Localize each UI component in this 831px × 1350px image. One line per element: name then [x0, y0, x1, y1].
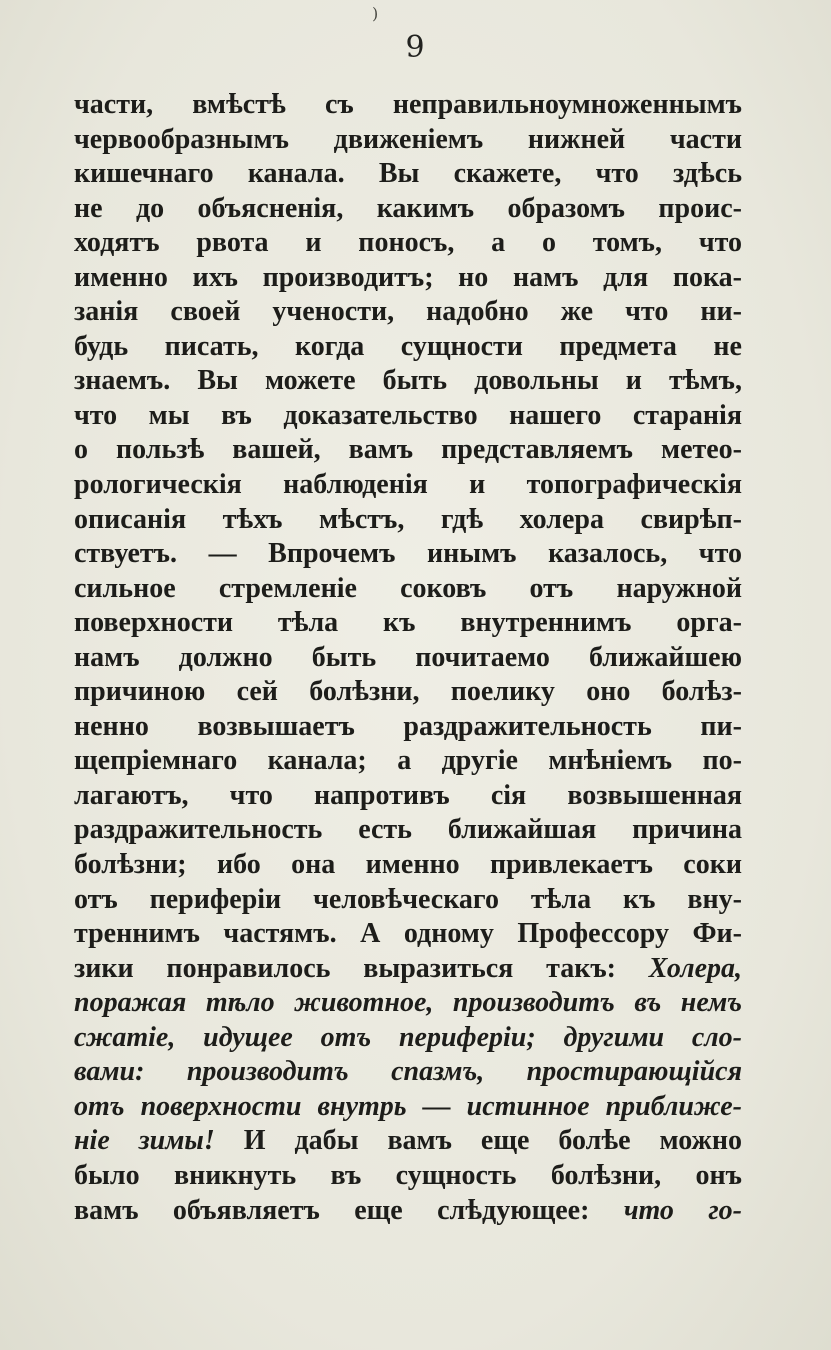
text-segment: щепріемнаго канала; а другіе мнѣніемъ по- — [74, 745, 742, 777]
text-line — [74, 295, 742, 330]
text-line — [74, 744, 742, 779]
page-number: 9 — [405, 30, 426, 65]
text-segment: И дабы вамъ еще болѣе можно — [214, 1125, 742, 1157]
text-line — [74, 226, 742, 261]
text-line — [74, 1055, 742, 1090]
italic-segment: ніе зимы! — [74, 1125, 215, 1157]
text-line — [74, 537, 742, 572]
text-line — [74, 1021, 742, 1056]
italic-segment: сжатіе, идущее отъ периферіи; другими сло- — [74, 1021, 742, 1053]
text-line — [74, 123, 742, 158]
text-line — [74, 710, 742, 745]
text-line — [74, 883, 742, 918]
italic-segment: отъ поверхности внутрь — истинное приближе- — [74, 1090, 742, 1122]
text-line — [74, 779, 742, 814]
text-segment: что мы въ доказательство нашего старанія — [74, 399, 742, 431]
italic-segment: Холера, — [648, 952, 742, 984]
text-segment: зики понравилось выразиться такъ: — [74, 952, 649, 984]
text-segment: части, вмѣстѣ съ неправильноумноженнымъ — [74, 89, 742, 120]
text-line — [74, 848, 742, 883]
italic-segment: вами: производитъ спазмъ, простирающійся — [74, 1056, 742, 1088]
text-line — [74, 986, 742, 1021]
italic-segment: что го- — [623, 1194, 742, 1226]
text-segment: поверхности тѣла къ внутреннимъ орга- — [74, 607, 742, 639]
text-segment: сильное стремленіе соковъ отъ наружной — [74, 572, 742, 604]
text-segment: занія своей учености, надобно же что ни- — [74, 296, 742, 328]
text-segment: раздражительность есть ближайшая причина — [74, 814, 742, 846]
text-segment: описанія тѣхъ мѣстъ, гдѣ холера свирѣп- — [74, 503, 742, 535]
text-line — [74, 157, 742, 192]
text-segment: о пользѣ вашей, вамъ представляемъ метео- — [74, 434, 742, 466]
body-text — [74, 88, 742, 1228]
text-line — [74, 88, 742, 123]
text-line — [74, 917, 742, 952]
text-line — [74, 606, 742, 641]
text-segment: болѣзни; ибо она именно привлекаетъ соки — [74, 849, 742, 881]
text-segment: кишечнаго канала. Вы скажете, что здѣсь — [74, 158, 742, 190]
text-segment: треннимъ частямъ. А одному Профессору Фи- — [74, 918, 742, 950]
text-line — [74, 1159, 742, 1194]
text-line — [74, 1090, 742, 1125]
text-segment: отъ периферіи человѣческаго тѣла къ вну- — [74, 883, 742, 915]
text-segment: вамъ объявляетъ еще слѣдующее: — [74, 1194, 624, 1226]
text-line — [74, 675, 742, 710]
text-line — [74, 572, 742, 607]
text-line — [74, 433, 742, 468]
text-line — [74, 399, 742, 434]
text-line — [74, 1124, 742, 1159]
text-segment: лагаютъ, что напротивъ сія возвышенная — [74, 779, 742, 811]
text-segment: было вникнуть въ сущность болѣзни, онъ — [74, 1159, 742, 1191]
text-line — [74, 364, 742, 399]
text-line — [74, 503, 742, 538]
text-line — [74, 641, 742, 676]
text-segment: знаемъ. Вы можете быть довольны и тѣмъ, — [74, 365, 742, 397]
text-segment: именно ихъ производитъ; но намъ для пока- — [74, 261, 742, 293]
text-segment: рологическія наблюденія и топографическія — [74, 469, 742, 501]
text-segment: ходятъ рвота и поносъ, а о томъ, что — [74, 227, 742, 259]
text-segment: причиною сей болѣзни, поелику оно болѣз- — [74, 676, 742, 708]
text-segment: червообразнымъ движеніемъ нижней части — [74, 123, 742, 155]
italic-segment: поражая тѣло животное, производитъ въ немъ — [74, 987, 742, 1019]
text-line — [74, 468, 742, 503]
text-line — [74, 952, 742, 987]
page-speck: ) — [372, 4, 379, 23]
text-line — [74, 261, 742, 296]
text-segment: не до объясненія, какимъ образомъ проис- — [74, 192, 742, 224]
text-segment: намъ должно быть почитаемо ближайшею — [74, 641, 742, 673]
text-line — [74, 813, 742, 848]
text-line — [74, 192, 742, 227]
text-line — [74, 330, 742, 365]
text-line — [74, 1194, 742, 1229]
text-segment: будь писать, когда сущности предмета не — [74, 330, 742, 362]
text-segment: ненно возвышаетъ раздражительность пи- — [74, 710, 742, 742]
text-segment: ствуетъ. — Впрочемъ инымъ казалось, что — [74, 538, 742, 570]
